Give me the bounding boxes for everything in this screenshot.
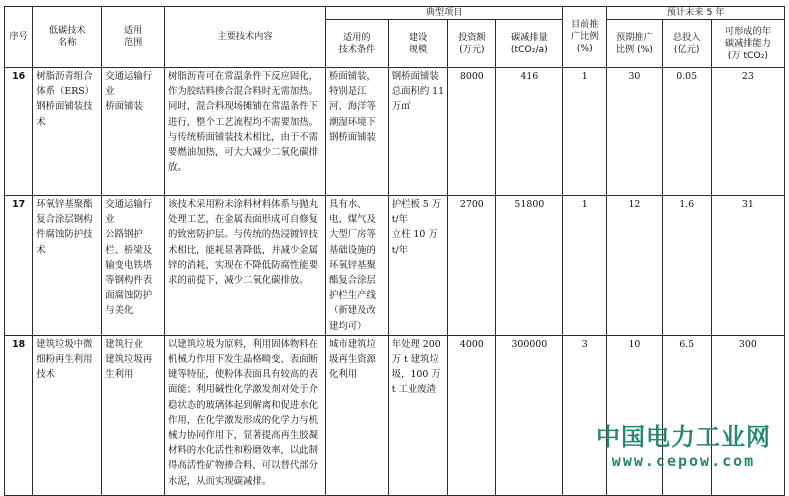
- row-scope: 交通运输行业 桥面铺装: [102, 68, 165, 196]
- row-seq: 16: [5, 68, 33, 196]
- header-content: 主要技术内容: [164, 7, 325, 68]
- row-current-ratio: 1: [563, 68, 607, 196]
- row-investment: 2700: [448, 196, 496, 336]
- row-expected-ratio: 10: [607, 335, 662, 495]
- row-expected-ratio: 30: [607, 68, 662, 196]
- row-current-ratio: 1: [563, 196, 607, 336]
- row-scale: 钢桥面铺装总面积约 11 万㎡: [388, 68, 448, 196]
- site-watermark: [596, 422, 771, 470]
- row-capacity: 300: [711, 335, 784, 495]
- row-tech-name: 环氧锌基聚酯复合涂层钢构件腐蚀防护技术: [33, 196, 102, 336]
- row-reduction: 300000: [496, 335, 563, 495]
- row-content: 该技术采用粉末涂料材料体系与抛丸处理工艺，在金属表面形成可自修复的致密防护层。与传统的热浸镀锌技术相比，能耗显著降低，并减少金属锌的消耗，实现在不降低防腐性能要求的前提下，减少二氧化碳排放。: [164, 196, 325, 336]
- row-content: 以建筑垃圾为原料，利用固体物料在机械力作用下发生晶格畸变、表面断键等特征，使粉体表面具有较高的表面能；利用碱性化学激发剂对处于介稳状态的玻璃体起到解离和促进水化作用，在化学激发形成的化学力与机械力协同作用下，显著提高再生胶凝材料的水化活性和粉磨效率，以此制得高活性矿物掺合料，可以替代部分水泥，从而实现碳减排。: [164, 335, 325, 495]
- header-typical-project: 典型项目: [325, 7, 562, 20]
- row-reduction: 51800: [496, 196, 563, 336]
- row-reduction: 416: [496, 68, 563, 196]
- row-seq: 17: [5, 196, 33, 336]
- header-expected-ratio: 预期推广 比例 (%): [607, 20, 662, 68]
- row-scale: 年处理 200 万 t 建筑垃圾，100 万 t 工业废渣: [388, 335, 448, 495]
- header-total-investment: 总投入 (亿元): [662, 20, 711, 68]
- row-scope: 建筑行业 建筑垃圾再生利用: [102, 335, 165, 495]
- header-scope: 适用 范围: [102, 7, 165, 68]
- row-capacity: 23: [711, 68, 784, 196]
- header-row-1: [5, 7, 785, 20]
- row-investment: 8000: [448, 68, 496, 196]
- header-current-ratio: 目前推 广比例 (%): [563, 7, 607, 68]
- row-total-investment: 0.05: [662, 68, 711, 196]
- header-future: 预计未来 5 年: [607, 7, 785, 20]
- table-row: [5, 68, 785, 196]
- header-capacity: 可形成的年 碳减排能力 (万 tCO₂): [711, 20, 784, 68]
- header-scale: 建设 规模: [388, 20, 448, 68]
- header-reduction: 碳减排量 (tCO₂/a): [496, 20, 563, 68]
- header-tech-name: 低碳技术 名称: [33, 7, 102, 68]
- header-seq: 序号: [5, 7, 33, 68]
- row-conditions: 具有水、电、煤气及大型厂房等基础设施的环氧锌基聚酯复合涂层护栏生产线（新建及改建均可）: [325, 196, 388, 336]
- row-scope: 交通运输行业 公路钢护栏、桥梁及输变电铁塔等钢构件表面腐蚀防护与美化: [102, 196, 165, 336]
- row-seq: 18: [5, 335, 33, 495]
- table-row: [5, 196, 785, 336]
- table-row: [5, 335, 785, 495]
- row-tech-name: 建筑垃圾中微细粉再生利用技术: [33, 335, 102, 495]
- row-total-investment: 1.6: [662, 196, 711, 336]
- row-current-ratio: 3: [563, 335, 607, 495]
- row-conditions: 城市建筑垃圾再生资源化利用: [325, 335, 388, 495]
- watermark-url: www.cepow.com: [611, 452, 756, 470]
- row-conditions: 桥面铺装，特别是江河、海洋等潮湿环境下钢桥面铺装: [325, 68, 388, 196]
- row-expected-ratio: 12: [607, 196, 662, 336]
- watermark-site-name: 中国电力工业网: [596, 423, 771, 451]
- row-investment: 4000: [448, 335, 496, 495]
- row-scale: 护栏板 5 万 t/年 立柱 10 万 t/年: [388, 196, 448, 336]
- row-capacity: 31: [711, 196, 784, 336]
- row-content: 树脂沥青可在常温条件下反应固化，作为胶结料掺合混合料时无需加热。同时，混合料现场摊铺在常温条件下进行，整个工艺流程均不需要加热。与传统桥面铺装技术相比，由于不需要燃油加热，可大大减少二氧化碳排放。: [164, 68, 325, 196]
- header-investment: 投资额 (万元): [448, 20, 496, 68]
- row-total-investment: 6.5: [662, 335, 711, 495]
- header-conditions: 适用的 技术条件: [325, 20, 388, 68]
- row-tech-name: 树脂沥青组合体系（ERS）钢桥面铺装技术: [33, 68, 102, 196]
